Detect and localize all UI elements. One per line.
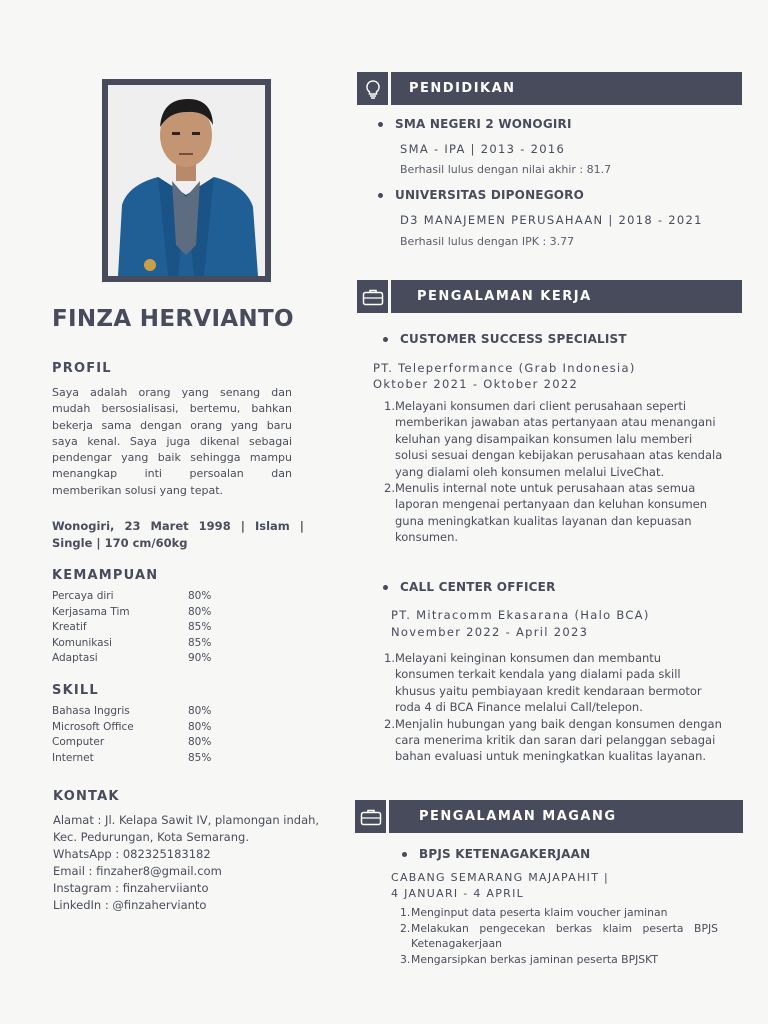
- job-period: November 2022 - April 2023: [391, 625, 589, 639]
- kemampuan-list: [52, 589, 211, 667]
- kerja-header: [357, 280, 742, 313]
- magang-header: [355, 800, 743, 833]
- internship-task-list: [400, 905, 718, 967]
- internship-title: BPJS KETENAGAKERJAAN: [402, 847, 590, 861]
- skill-item: Computer 80%: [52, 736, 212, 748]
- instagram-text: Instagram : finzaherviianto: [53, 881, 209, 895]
- skill-list: [52, 704, 211, 766]
- job-title: CUSTOMER SUCCESS SPECIALIST: [383, 332, 627, 346]
- skill-heading: SKILL: [52, 683, 99, 698]
- skill-item: Internet 85%: [52, 751, 212, 764]
- education-note: Berhasil lulus dengan IPK : 3.77: [400, 235, 575, 248]
- profile-photo-frame: [102, 79, 271, 282]
- kemampuan-item: Kreatif 85%: [52, 621, 212, 633]
- list-item: 1. Melayani keinginan konsumen dan membantu konsumen terkait kendala yang dialami pada skill khusus yaitu pembiayaan kredit kendaraan bermotor roda 4 di BCA Finance melalui Call/telepon.: [384, 651, 702, 715]
- pendidikan-header: [357, 72, 742, 105]
- kemampuan-item: Percaya diri 80%: [52, 590, 212, 602]
- kemampuan-item: Adaptasi 90%: [52, 652, 212, 664]
- job-title: CALL CENTER OFFICER: [383, 580, 556, 594]
- job-period: Oktober 2021 - Oktober 2022: [373, 377, 579, 391]
- internship-period: 4 JANUARI - 4 APRIL: [391, 887, 525, 900]
- list-item: 3. Mengarsipkan berkas jaminan peserta BPJSKT: [400, 952, 658, 966]
- candidate-name: FINZA HERVIANTO: [52, 306, 294, 332]
- kemampuan-heading: KEMAMPUAN: [52, 568, 159, 583]
- pendidikan-title: PENDIDIKAN: [409, 81, 516, 96]
- email-text: Email : finzaher8@gmail.com: [53, 864, 222, 878]
- linkedin-text: LinkedIn : @finzahervianto: [53, 898, 207, 912]
- list-item: 1. Menginput data peserta klaim voucher jaminan: [400, 906, 668, 919]
- job-company: PT. Teleperformance (Grab Indonesia): [373, 361, 636, 375]
- list-item: 2. Melakukan pengecekan berkas klaim peserta BPJS Ketenagakerjaan: [400, 921, 718, 950]
- internship-company: CABANG SEMARANG MAJAPAHIT |: [391, 871, 610, 884]
- alamat-text: Alamat : Jl. Kelapa Sawit IV, plamongan indah, Kec. Pedurungan, Kota Semarang.: [53, 813, 320, 844]
- profile-photo: [108, 85, 265, 276]
- kemampuan-item: Kerjasama Tim 80%: [52, 605, 212, 618]
- profil-text: Saya adalah orang yang senang dan mudah bersosialisasi, bertemu, bahkan bekerja sama dengan orang yang baru saya kenal. Saya juga dikenal sebagai pendengar yang baik sehingga mampu menangkap inti persoalan dan memberikan solusi yang tepat.: [52, 386, 292, 497]
- list-item: 2. Menjalin hubungan yang baik dengan konsumen dengan cara menerima kritik dan saran dari pelanggan sebagai bahan evaluasi untuk meningkatkan kualitas layanan.: [384, 716, 722, 764]
- education-school: UNIVERSITAS DIPONEGORO: [378, 188, 584, 202]
- job-company: PT. Mitracomm Ekasarana (Halo BCA): [391, 608, 650, 622]
- education-school: SMA NEGERI 2 WONOGIRI: [378, 117, 572, 131]
- list-item: 2. Menulis internal note untuk perusahaan atas semua laporan mengenai pertanyaan dan keluhan konsumen guna meningkatkan kualitas layanan dan kepuasan konsumen.: [384, 481, 708, 545]
- magang-title: PENGALAMAN MAGANG: [419, 809, 617, 824]
- lightbulb-icon: [357, 72, 391, 105]
- personal-info: Wonogiri, 23 Maret 1998 | Islam | Single | 170 cm/60kg: [52, 519, 304, 550]
- profil-heading: PROFIL: [52, 361, 112, 376]
- skill-item: Bahasa Inggris 80%: [52, 705, 212, 717]
- briefcase-icon: [355, 800, 389, 833]
- job-task-list: [384, 650, 723, 765]
- kontak-details: [53, 812, 328, 914]
- briefcase-icon: [357, 280, 391, 313]
- list-item: 1. Melayani konsumen dari client perusahaan seperti memberikan jawaban atas pertanyaan atau menangani keluhan yang disampaikan konsumen lalu memberi solusi sesuai dengan kebijakan perusahaan atas kendala yang dialami oleh konsumen melalui LiveChat.: [384, 399, 723, 479]
- education-detail: D3 MANAJEMEN PERUSAHAAN | 2018 - 2021: [400, 213, 703, 227]
- kerja-title: PENGALAMAN KERJA: [417, 289, 592, 304]
- education-detail: SMA - IPA | 2013 - 2016: [400, 142, 566, 156]
- skill-item: Microsoft Office 80%: [52, 720, 212, 733]
- whatsapp-text: WhatsApp : 082325183182: [53, 847, 211, 861]
- job-task-list: [384, 398, 723, 546]
- kontak-heading: KONTAK: [53, 789, 120, 804]
- kemampuan-item: Komunikasi 85%: [52, 636, 212, 649]
- education-note: Berhasil lulus dengan nilai akhir : 81.7: [400, 163, 612, 176]
